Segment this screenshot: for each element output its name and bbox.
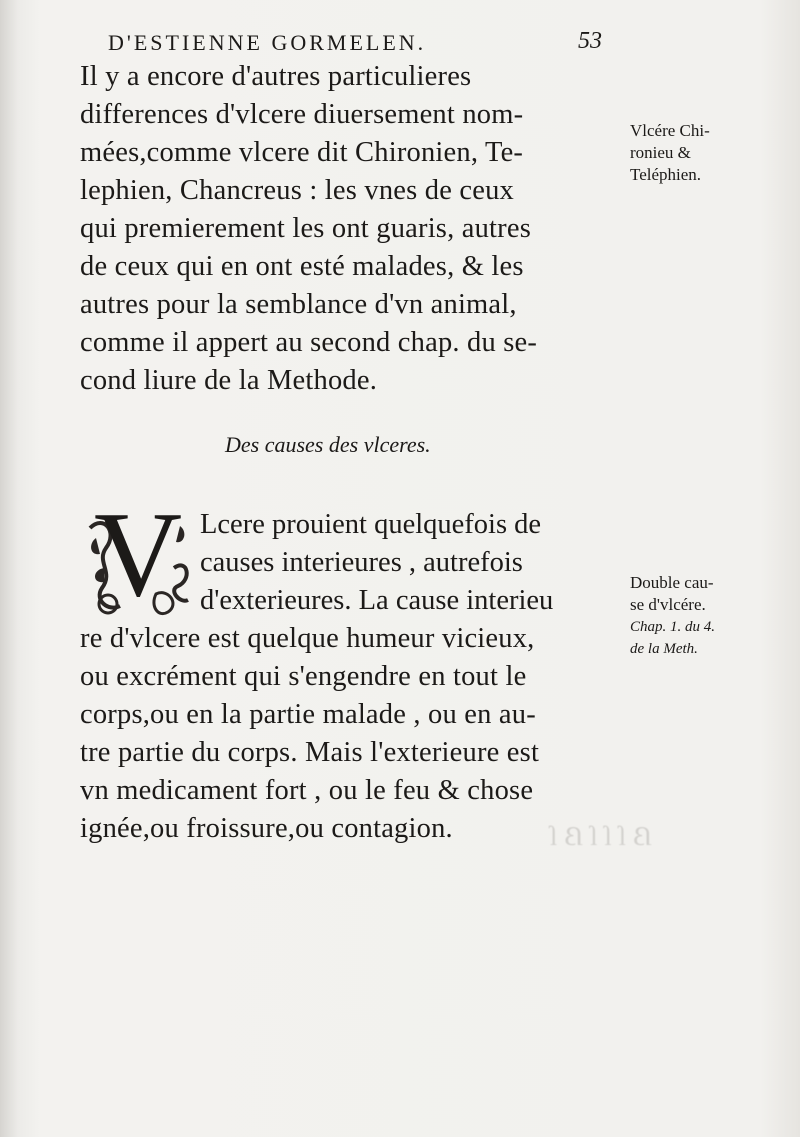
margin-note-line: se d'vlcére. xyxy=(630,595,706,614)
margin-note-reference: de la Meth. xyxy=(630,641,698,657)
text-line: causes interieures , autrefois xyxy=(200,547,523,578)
paragraph-2 xyxy=(80,620,640,848)
show-through-text: ẞ ſ ſ ſ ẞ ſ xyxy=(549,821,652,851)
margin-note-1 xyxy=(630,120,790,186)
paragraph-1 xyxy=(80,58,640,400)
section-heading: Des causes des vlceres. xyxy=(225,432,431,457)
text-line: lephien, Chancreus : les vnes de ceux xyxy=(80,175,514,206)
text-line: re d'vlcere est quelque humeur vicieux, xyxy=(80,623,535,654)
text-line: ou excrément qui s'engendre en tout le xyxy=(80,661,527,692)
text-line: corps,ou en la partie malade , ou en au- xyxy=(80,699,536,730)
margin-note-reference: Chap. 1. du 4. xyxy=(630,619,716,635)
dropcap-letter: V xyxy=(94,487,183,622)
running-title: D'ESTIENNE GORMELEN. xyxy=(108,30,427,55)
text-line: autres pour la semblance d'vn animal, xyxy=(80,289,517,320)
margin-note-line: Teléphien. xyxy=(630,165,702,184)
text-line: de ceux qui en ont esté malades, & les xyxy=(80,251,524,282)
text-line: differences d'vlcere diuersement nom- xyxy=(80,99,524,130)
text-line: Lcere prouient quelquefois de xyxy=(200,509,542,540)
paragraph-2-indented xyxy=(200,506,640,620)
text-line: tre partie du corps. Mais l'exterieure est xyxy=(80,737,540,768)
text-line: mées,comme vlcere dit Chironien, Te- xyxy=(80,137,524,168)
margin-note-line: Double cau- xyxy=(630,573,714,592)
text-line: ignée,ou froissure,ou contagion. xyxy=(80,813,453,844)
text-line: qui premierement les ont guaris, autres xyxy=(80,213,531,244)
text-line: comme il appert au second chap. du se- xyxy=(80,327,538,358)
margin-note-line: Vlcére Chi- xyxy=(630,121,710,140)
ornamental-dropcap xyxy=(84,487,194,622)
text-line: vn medicament fort , ou le feu & chose xyxy=(80,775,534,806)
text-line: d'exterieures. La cause interieu xyxy=(200,585,554,616)
text-line: cond liure de la Methode. xyxy=(80,365,378,396)
text-line: Il y a encore d'autres particulieres xyxy=(80,61,472,92)
margin-note-line: ronieu & xyxy=(630,143,691,162)
page-number: 53 xyxy=(578,28,602,54)
margin-note-2 xyxy=(630,572,790,660)
